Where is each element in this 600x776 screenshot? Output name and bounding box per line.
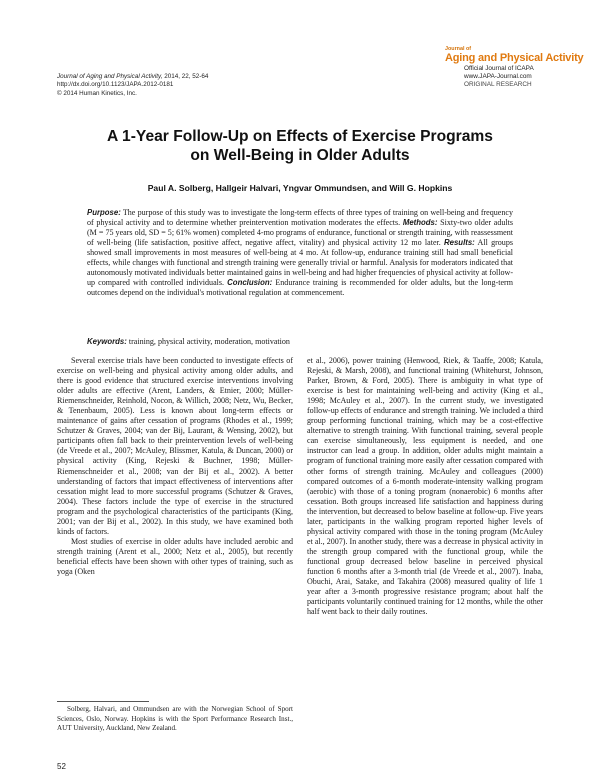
section-label: ORIGINAL RESEARCH (464, 81, 532, 89)
doi-link[interactable]: http://dx.doi.org/10.1123/JAPA.2012-0181 (57, 81, 174, 89)
citation-volume: 2014, 22, 52-64 (162, 73, 209, 80)
brand-title: Aging and Physical Activity (445, 52, 584, 64)
conclusion-text: Endurance training is recommended for older adults, but the long-term outcomes depend on the individual's motivational regulation at commencement. (87, 278, 513, 298)
author-affiliation-footnote (57, 705, 293, 734)
page-number: 52 (57, 762, 66, 771)
keywords-text: training, physical activity, moderation, motivation (126, 337, 290, 346)
brand-official: Official Journal of ICAPA (464, 65, 534, 72)
methods-text: Sixty-two older adults (M = 75 years old, SD = 5; 61% women) completed 4-mo programs of endurance, functional or strength training, with reassessment of well-being (life satisfaction, positive affect, negative affect, vitality) and physical activity 12 mo later. (87, 218, 513, 248)
article-title (0, 127, 600, 165)
results-text: All groups showed small improvements in most measures of well-being at 4 mo. At follow-up, endurance training still had small beneficial effects, while changes with functional and strength training were generally trivial or harmful. Analysis for moderators indicated that autonomously motivated individuals better maintained gains in well-being and had higher frequencies of physical activity at follow-up compared with controlled individuals. (87, 238, 513, 288)
purpose-text: The purpose of this study was to investigate the long-term effects of three types of training on well-being and frequency of physical activity and to determine whether preintervention motivation moderates the effects. (87, 208, 513, 228)
body-column-left (57, 356, 293, 577)
methods-label: Methods: (402, 218, 438, 228)
citation-block (57, 73, 208, 98)
brand-url[interactable]: www.JAPA-Journal.com (464, 73, 532, 81)
conclusion-label: Conclusion: (227, 278, 273, 288)
journal-name: Journal of Aging and Physical Activity, (57, 73, 163, 80)
keywords (87, 337, 513, 346)
body-paragraph: Several exercise trials have been conducted to investigate effects of exercise on well-being and physical activity among older adults, and there is good evidence that structured exercise interventions involving older adults are effective (Arent, Landers, & Etnier, 2000; Müller-Riemenschneider, Reinhold, Nocon, & Willich, 2008; Netz, Wu, Becker, & Tenenbaum, 2005). Less is known about long-term effects or maintenance of gains after cessation of programs (Rhodes et al., 1999; Schutzer & Graves, 2004; van der Bij, Laurant, & Wensing, 2002), but participants often fall back to their preintervention levels of well-being (de Vreede et al., 2007; McAuley, Blissmer, Katula, & Duncan, 2000) or physical activity (King, Rejeski & Buchner, 1998; Müller-Riemenschneider et al., 2008; van der Bij et al., 2002). A better understanding of factors that impact effectiveness of interventions after cessation might lead to more successful programs (Schutzer & Graves, 2004). These factors include the type of exercise in the structured program and the psychological characteristics of the participants (King, 2001; van der Bij et al., 2002). In this study, we have examined both kinds of factors. (57, 356, 293, 536)
keywords-label: Keywords: (87, 337, 127, 346)
brand-prefix: Journal of (445, 46, 472, 52)
body-paragraph: et al., 2006), power training (Henwood, Riek, & Taaffe, 2008; Katula, Rejeski, & Marsh, 2008), and functional training (Whitehurst, Johnson, Parker, Brown, & Ford, 2005). There is ambiguity in what type of exercise is best for maintaining well-being and activity (King et al., 1998; McAuley et al., 2007). In the current study, we investigated follow-up effects of endurance and strength training. We included a third group performing functional training, which may be a cost-effective alternative to strength training. With functional training, several people can exercise simultaneously, less equipment is needed, and one instructor can lead a group. In addition, older adults might maintain a program of functional training more easily after cessation compared with other forms of strength training. McAuley and colleagues (2000) compared outcomes of a 6-month moderate-intensity walking program (aerobic) with those of a toning program (nonaerobic) 6 months after cessation. Both groups increased life satisfaction and happiness during the intervention, but decreased to below baseline at follow-up. Five years later, participants in the walking program reported higher levels of physical activity compared with those in the toning program (McAuley et al., 2007). In another study, there was a decrease in physical activity in the strength group compared with the functional group, while the functional group decreased below baseline in perceived physical function 6 months after a 3-month trial (de Vreede et al., 2007). Inaba, Obuchi, Arai, Satake, and Takahira (2008) measured quality of life 1 year after a 3-month progressive resistance program; about half the participants voluntarily continued training for 12 months, while the other half went back to their daily routines. (307, 356, 543, 617)
footnote-text: Solberg, Halvari, and Ommundsen are with the Norwegian School of Sport Sciences, Oslo, Norway. Hopkins is with the Sport Performance Research Inst., AUT University, Auckland, New Zealand. (57, 705, 293, 733)
body-paragraph: Most studies of exercise in older adults have included aerobic and strength training (Arent et al., 2000; Netz et al., 2005), but recently beneficial effects have been shown with other types of training, such as yoga (Oken (57, 536, 293, 576)
abstract (87, 208, 513, 298)
journal-brand (383, 46, 584, 90)
copyright-line: © 2014 Human Kinetics, Inc. (57, 89, 137, 97)
article-title-line-1: A 1-Year Follow-Up on Effects of Exercise Programs (107, 128, 493, 145)
results-label: Results: (444, 238, 475, 248)
body-column-right (307, 356, 543, 617)
footnote-divider (57, 701, 149, 702)
article-title-line-2: on Well-Being in Older Adults (190, 147, 410, 164)
purpose-label: Purpose: (87, 208, 121, 217)
author-list: Paul A. Solberg, Hallgeir Halvari, Yngvar Ommundsen, and Will G. Hopkins (147, 183, 453, 193)
